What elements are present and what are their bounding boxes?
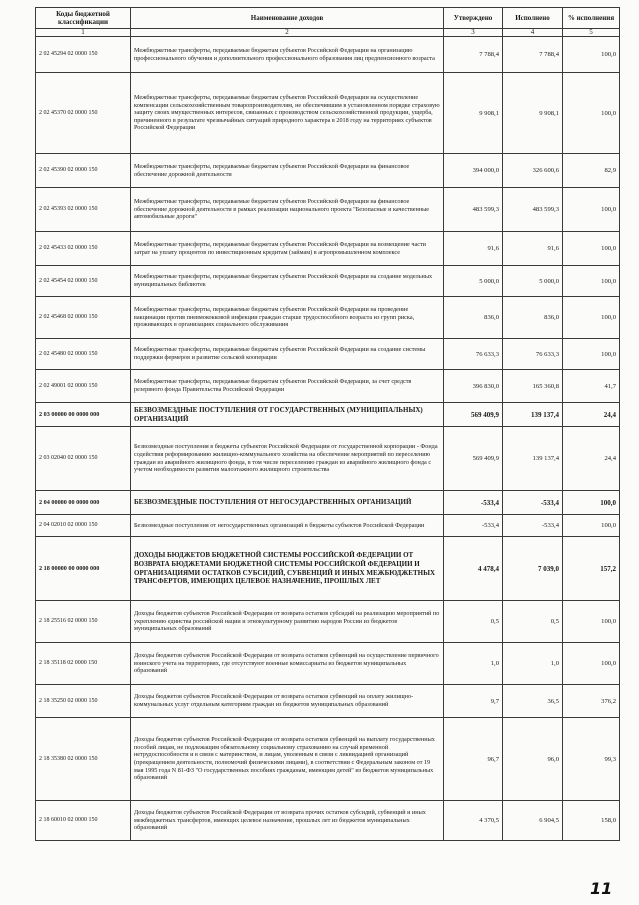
table-row [36, 801, 620, 841]
executed-value: 836,0 [503, 297, 563, 339]
approved-value: 396 830,0 [444, 370, 503, 403]
revenue-name: ДОХОДЫ БЮДЖЕТОВ БЮДЖЕТНОЙ СИСТЕМЫ РОССИЙСКОЙ ФЕДЕРАЦИИ ОТ ВОЗВРАТА БЮДЖЕТАМИ БЮДЖЕТНОЙ СИСТЕМЫ РОССИЙСКОЙ ФЕДЕРАЦИИ И ОРГАНИЗАЦИЯМИ ОСТАТКОВ СУБСИДИЙ, СУБВЕНЦИЙ И ИНЫХ МЕЖБЮДЖЕТНЫХ ТРАНСФЕРТОВ, ИМЕЮЩИХ ЦЕЛЕВОЕ НАЗНАЧЕНИЕ, ПРОШЛЫХ ЛЕТ [131, 537, 444, 601]
approved-value: 9 908,1 [444, 73, 503, 154]
budget-code: 2 04 00000 00 0000 000 [36, 491, 131, 515]
budget-code: 2 02 45454 02 0000 150 [36, 266, 131, 297]
revenue-name: Межбюджетные трансферты, передаваемые бюджетам субъектов Российской Федерации на финансовое обеспечение дорожной деятельности [131, 154, 444, 188]
table-row [36, 718, 620, 801]
revenue-name: Межбюджетные трансферты, передаваемые бюджетам субъектов Российской Федерации на осуществление компенсации сельскохозяйственным товаропроизводителям, не обеспечившим в установленном порядке страховую защиту своих имущественных интересов, связанных с производством сельскохозяйственной продукции, ущерба, причиненного в результате чрезвычайных ситуаций природного характера в 2018 году на территориях субъектов Российской Федерации [131, 73, 444, 154]
approved-value: -533,4 [444, 491, 503, 515]
approved-value: 4 370,5 [444, 801, 503, 841]
table-header-row [36, 8, 620, 29]
approved-value: 0,5 [444, 601, 503, 643]
percent-value: 100,0 [563, 266, 620, 297]
executed-value: 76 633,3 [503, 339, 563, 370]
table-row [36, 154, 620, 188]
approved-value: 91,6 [444, 232, 503, 266]
budget-code: 2 18 35118 02 0000 150 [36, 643, 131, 685]
approved-value: 76 633,3 [444, 339, 503, 370]
revenue-name: Межбюджетные трансферты, передаваемые бюджетам субъектов Российской Федерации на возмещение части затрат на уплату процентов по инвестиционным кредитам (займам) в агропромышленном комплексе [131, 232, 444, 266]
executed-value: 483 599,3 [503, 188, 563, 232]
table-row-section [36, 403, 620, 427]
approved-value: 394 000,0 [444, 154, 503, 188]
budget-code: 2 02 45468 02 0000 150 [36, 297, 131, 339]
approved-value: -533,4 [444, 515, 503, 537]
percent-value: 100,0 [563, 515, 620, 537]
budget-code: 2 18 60010 02 0000 150 [36, 801, 131, 841]
revenue-name: Безвозмездные поступления от негосударственных организаций в бюджеты субъектов Российской Федерации [131, 515, 444, 537]
percent-value: 100,0 [563, 188, 620, 232]
header-percent: % исполнения [563, 8, 620, 29]
percent-value: 100,0 [563, 297, 620, 339]
approved-value: 836,0 [444, 297, 503, 339]
budget-code: 2 18 00000 00 0000 000 [36, 537, 131, 601]
executed-value: 326 600,6 [503, 154, 563, 188]
percent-value: 100,0 [563, 643, 620, 685]
percent-value: 82,9 [563, 154, 620, 188]
column-number: 3 [444, 29, 503, 37]
revenue-name: Межбюджетные трансферты, передаваемые бюджетам субъектов Российской Федерации на финансовое обеспечение дорожной деятельности в рамках реализации национального проекта "Безопасные и качественные автомобильные дороги" [131, 188, 444, 232]
column-number: 1 [36, 29, 131, 37]
revenue-name: Доходы бюджетов субъектов Российской Федерации от возврата остатков субвенций на оплату жилищно-коммунальных услуг отдельным категориям граждан из бюджетов муниципальных образований [131, 685, 444, 718]
approved-value: 569 409,9 [444, 427, 503, 491]
executed-value: 96,0 [503, 718, 563, 801]
executed-value: 6 904,5 [503, 801, 563, 841]
percent-value: 376,2 [563, 685, 620, 718]
executed-value: 36,5 [503, 685, 563, 718]
budget-code: 2 04 02010 02 0000 150 [36, 515, 131, 537]
percent-value: 158,0 [563, 801, 620, 841]
revenue-name: Доходы бюджетов субъектов Российской Федерации от возврата остатков субвенций на осуществление первичного воинского учета на территориях, где отсутствуют военные комиссариаты из бюджетов муниципальных образований [131, 643, 444, 685]
approved-value: 569 409,9 [444, 403, 503, 427]
table-row-section [36, 537, 620, 601]
budget-code: 2 03 00000 00 0000 000 [36, 403, 131, 427]
percent-value: 99,3 [563, 718, 620, 801]
executed-value: 1,0 [503, 643, 563, 685]
revenue-name: БЕЗВОЗМЕЗДНЫЕ ПОСТУПЛЕНИЯ ОТ НЕГОСУДАРСТВЕННЫХ ОРГАНИЗАЦИЙ [131, 491, 444, 515]
percent-value: 24,4 [563, 403, 620, 427]
table-row [36, 643, 620, 685]
percent-value: 100,0 [563, 232, 620, 266]
column-number-row [36, 29, 620, 37]
header-executed: Исполнено [503, 8, 563, 29]
table-row-section [36, 491, 620, 515]
executed-value: 5 000,0 [503, 266, 563, 297]
executed-value: 139 137,4 [503, 403, 563, 427]
approved-value: 7 788,4 [444, 37, 503, 73]
revenue-name: Доходы бюджетов субъектов Российской Федерации от возврата прочих остатков субсидий, субвенций и иных межбюджетных трансфертов, имеющих целевое назначение, прошлых лет из бюджетов муниципальных образований [131, 801, 444, 841]
budget-code: 2 02 45480 02 0000 150 [36, 339, 131, 370]
percent-value: 24,4 [563, 427, 620, 491]
budget-code: 2 02 49001 02 0000 150 [36, 370, 131, 403]
table-row [36, 515, 620, 537]
revenue-name: Межбюджетные трансферты, передаваемые бюджетам субъектов Российской Федерации на проведение вакцинации против пневмококковой инфекции граждан старше трудоспособного возраста из групп риска, проживающих в организациях социального обслуживания [131, 297, 444, 339]
column-number: 4 [503, 29, 563, 37]
executed-value: -533,4 [503, 491, 563, 515]
budget-code: 2 02 45370 02 0000 150 [36, 73, 131, 154]
header-budget-codes: Коды бюджетной классификации [36, 8, 131, 29]
table-row [36, 370, 620, 403]
revenue-name: Безвозмездные поступления в бюджеты субъектов Российской Федерации от государственной корпорации - Фонда содействия реформированию жилищно-коммунального хозяйства на обеспечение мероприятий по переселению граждан из аварийного жилищного фонда, в том числе переселению граждан из аварийного жилищного фонда с учетом необходимости развития малоэтажного жилищного строительства [131, 427, 444, 491]
approved-value: 9,7 [444, 685, 503, 718]
budget-code: 2 02 45433 02 0000 150 [36, 232, 131, 266]
percent-value: 157,2 [563, 537, 620, 601]
revenue-name: Доходы бюджетов субъектов Российской Федерации от возврата остатков субвенций на выплату государственных пособий лицам, не подлежащим обязательному социальному страхованию на случай временной нетрудоспособности и в связи с материнством, и лицам, уволенным в связи с ликвидацией организаций (прекращением деятельности, полномочий физическими лицами), в соответствии с Федеральным законом от 19 мая 1995 года N 81-ФЗ "О государственных пособиях гражданам, имеющим детей" из бюджетов муниципальных образований [131, 718, 444, 801]
revenue-name: Межбюджетные трансферты, передаваемые бюджетам субъектов Российской Федерации, за счет средств резервного фонда Правительства Российской Федерации [131, 370, 444, 403]
page-number: 11 [590, 879, 613, 898]
table-row [36, 339, 620, 370]
revenue-table [35, 7, 620, 841]
column-number: 5 [563, 29, 620, 37]
table-row [36, 73, 620, 154]
percent-value: 100,0 [563, 339, 620, 370]
table-row [36, 685, 620, 718]
revenue-name: БЕЗВОЗМЕЗДНЫЕ ПОСТУПЛЕНИЯ ОТ ГОСУДАРСТВЕННЫХ (МУНИЦИПАЛЬНЫХ) ОРГАНИЗАЦИЙ [131, 403, 444, 427]
budget-code: 2 18 35250 02 0000 150 [36, 685, 131, 718]
approved-value: 96,7 [444, 718, 503, 801]
executed-value: 91,6 [503, 232, 563, 266]
budget-code: 2 03 02040 02 0000 150 [36, 427, 131, 491]
table-row [36, 297, 620, 339]
column-number: 2 [131, 29, 444, 37]
approved-value: 5 000,0 [444, 266, 503, 297]
budget-code: 2 18 35380 02 0000 150 [36, 718, 131, 801]
table-row [36, 601, 620, 643]
budget-code: 2 18 25516 02 0000 150 [36, 601, 131, 643]
budget-code: 2 02 45294 02 0000 150 [36, 37, 131, 73]
percent-value: 100,0 [563, 491, 620, 515]
approved-value: 4 478,4 [444, 537, 503, 601]
percent-value: 100,0 [563, 601, 620, 643]
table-row [36, 37, 620, 73]
executed-value: 0,5 [503, 601, 563, 643]
table-row [36, 232, 620, 266]
revenue-name: Межбюджетные трансферты, передаваемые бюджетам субъектов Российской Федерации на организацию профессионального обучения и дополнительного профессионального образования лиц предпенсионного возраста [131, 37, 444, 73]
table-row [36, 266, 620, 297]
percent-value: 100,0 [563, 37, 620, 73]
approved-value: 1,0 [444, 643, 503, 685]
executed-value: 7 788,4 [503, 37, 563, 73]
header-approved: Утверждено [444, 8, 503, 29]
table-row [36, 427, 620, 491]
approved-value: 483 599,3 [444, 188, 503, 232]
percent-value: 100,0 [563, 73, 620, 154]
header-revenue-name: Наименование доходов [131, 8, 444, 29]
revenue-name: Межбюджетные трансферты, передаваемые бюджетам субъектов Российской Федерации на создание модельных муниципальных библиотек [131, 266, 444, 297]
budget-code: 2 02 45393 02 0000 150 [36, 188, 131, 232]
executed-value: 165 360,8 [503, 370, 563, 403]
executed-value: 9 908,1 [503, 73, 563, 154]
table-row [36, 188, 620, 232]
executed-value: 139 137,4 [503, 427, 563, 491]
revenue-name: Доходы бюджетов субъектов Российской Федерации от возврата остатков субсидий на реализацию мероприятий по укреплению единства российской нации и этнокультурному развитию народов России из бюджетов муниципальных образований [131, 601, 444, 643]
percent-value: 41,7 [563, 370, 620, 403]
executed-value: -533,4 [503, 515, 563, 537]
budget-code: 2 02 45390 02 0000 150 [36, 154, 131, 188]
executed-value: 7 039,0 [503, 537, 563, 601]
revenue-name: Межбюджетные трансферты, передаваемые бюджетам субъектов Российской Федерации на создание системы поддержки фермеров и развитие сельской кооперации [131, 339, 444, 370]
